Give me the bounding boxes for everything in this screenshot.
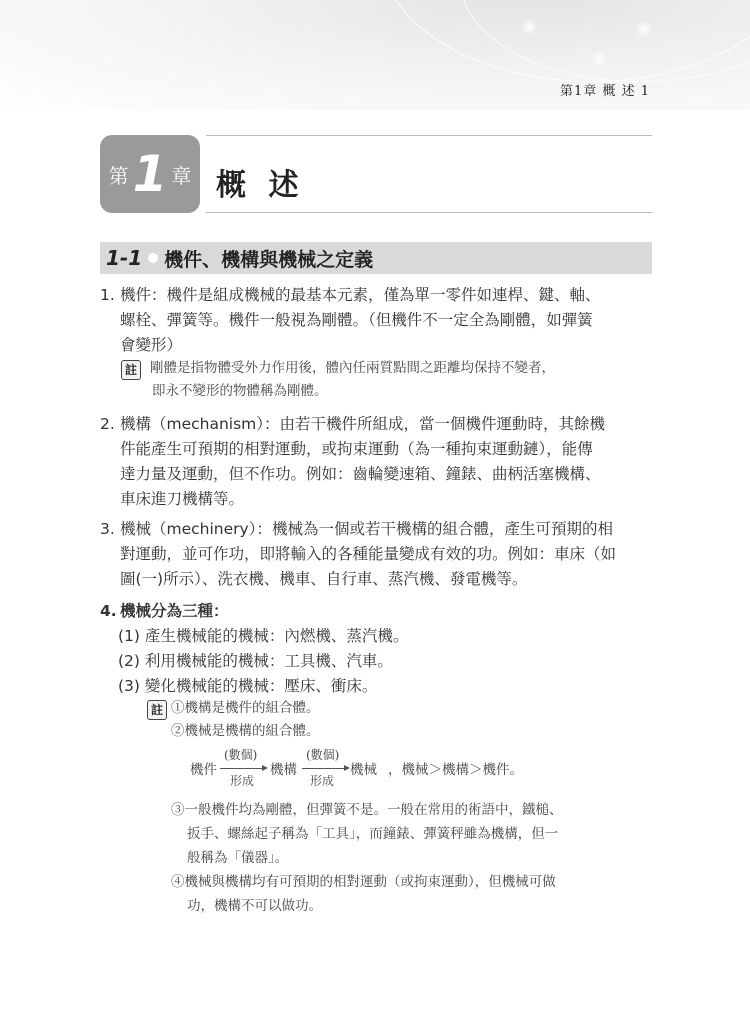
note-tag: 註 [147, 700, 167, 720]
item-line: 會變形） [120, 336, 183, 354]
flow-tail: ，機械＞機構＞機件。 [388, 762, 523, 778]
flow-term: 機件 [190, 762, 217, 778]
chapter-rule-bottom [206, 212, 652, 213]
sub-item: (2) 利用機械能的機械：工具機、汽車。 [118, 652, 393, 670]
item-line: 對運動，並可作功，即將輸入的各種能量變成有效的功。例如：車床（如 [120, 545, 617, 563]
item-number: 3. [100, 520, 115, 538]
item-line: 車床進刀機構等。 [120, 490, 245, 508]
list-item [100, 517, 656, 592]
note [150, 357, 656, 403]
note-continued [171, 798, 661, 918]
flow-arrow-top: (數個) [306, 748, 340, 762]
note-tag: 註 [121, 360, 141, 380]
chapter-number: 1 [132, 145, 168, 203]
sub-item: (3) 變化機械能的機械：壓床、衝床。 [118, 677, 378, 695]
sub-item: (1) 產生機械能的機械：內燃機、蒸汽機。 [118, 627, 409, 645]
item-line: 機械（mechinery）：機械為一個或若干機構的組合體，產生可預期的相 [120, 520, 613, 538]
note-line: 剛體是指物體受外力作用後，體內任兩質點間之距離均保持不變者， [150, 360, 555, 376]
item-line: 機構（mechanism）：由若干機件所組成，當一個機件運動時，其餘機 [120, 415, 606, 433]
note-line: ④機械與機構均有可預期的相對運動（或拘束運動），但機械可做 [171, 874, 556, 890]
note-line: 扳手、螺絲起子稱為「工具」，而鐘錶、彈簧秤雖為機構，但一 [187, 826, 559, 842]
note-line: 功，機構不可以做功。 [187, 898, 322, 914]
chapter-rule-top [206, 135, 652, 136]
flow-term: 機械 [350, 762, 377, 778]
flow-arrow-top: (數個) [224, 748, 258, 762]
decor-dot [520, 18, 538, 36]
flow-arrow [220, 768, 266, 769]
flow-arrow-bottom: 形成 [310, 774, 335, 788]
note-line: 般稱為「儀器」。 [187, 850, 289, 866]
list-item [100, 599, 656, 624]
section-heading [100, 242, 652, 274]
flow-arrow-bottom: 形成 [230, 774, 255, 788]
item-number: 1. [100, 286, 115, 304]
item-line: 機件：機件是組成機械的最基本元素，僅為單一零件如連桿、鍵、軸、 [120, 286, 601, 304]
decor-dot [635, 20, 653, 38]
note-line: ①機構是機件的組合體。 [171, 700, 320, 716]
item-line: 圖(一)所示）、洗衣機、機車、自行車、蒸汽機、發電機等。 [120, 570, 528, 588]
note-line: ②機械是機構的組合體。 [171, 723, 320, 739]
note-line: ③一般機件均為剛體，但彈簧不是。一般在常用的術語中，鐵槌、 [171, 802, 563, 818]
item-number: 2. [100, 415, 115, 433]
running-header: 第1章 概 述 1 [560, 84, 650, 99]
item-line: 機械分為三種： [120, 602, 229, 620]
flow-term: 機構 [270, 762, 297, 778]
chapter-badge [100, 135, 200, 213]
flow-arrow [302, 768, 348, 769]
note [171, 697, 661, 743]
chapter-prefix: 第 [108, 163, 129, 188]
item-number: 4. [100, 602, 117, 620]
item-line: 件能產生可預期的相對運動，或拘束運動（為一種拘束運動鏈），能傳 [120, 440, 593, 458]
list-item [100, 283, 656, 358]
item-line: 螺栓、彈簧等。機件一般視為剛體。（但機件不一定全為剛體，如彈簧 [120, 311, 593, 329]
section-number: 1-1 [106, 246, 143, 270]
chapter-title: 概 述 [216, 168, 305, 203]
note-line: 即永不變形的物體稱為剛體。 [152, 383, 328, 399]
list-item [100, 412, 656, 512]
item-line: 達力量及運動，但不作功。例如：齒輪變速箱、鐘錶、曲柄活塞機構、 [120, 465, 601, 483]
section-dot [148, 253, 158, 263]
chapter-suffix: 章 [171, 163, 192, 188]
section-title: 機件、機構與機械之定義 [164, 248, 374, 271]
decor-dot [590, 50, 608, 68]
